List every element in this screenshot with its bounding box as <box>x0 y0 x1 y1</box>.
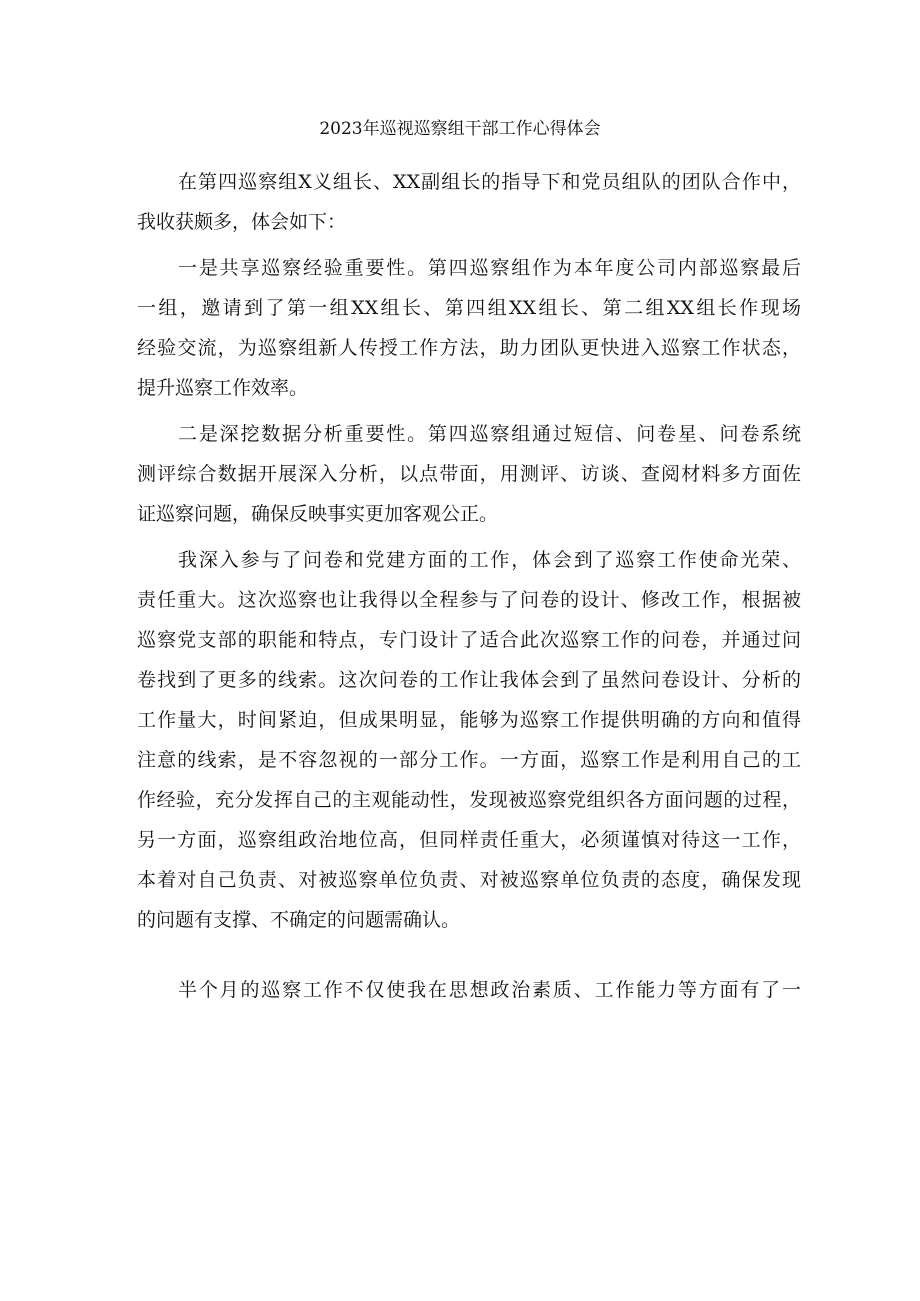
paragraph-conclusion <box>137 970 801 1010</box>
text-line: 的问题有支撑、不确定的问题需确认。 <box>137 909 461 931</box>
text-line: 测评综合数据开展深入分析，以点带面，用测评、访谈、查阅材料多方面佐 <box>137 463 801 485</box>
text-line: 我深入参与了问卷和党建方面的工作，体会到了巡察工作使命光荣、 <box>178 549 801 571</box>
text-line: 作经验，充分发挥自己的主观能动性，发现被巡察党组织各方面问题的过程， <box>137 789 801 811</box>
paragraph-intro <box>137 162 801 242</box>
text-line: 注意的线索，是不容忽视的一部分工作。一方面，巡察工作是利用自己的工 <box>137 749 801 771</box>
text-line: 工作量大，时间紧迫，但成果明显，能够为巡察工作提供明确的方向和值得 <box>137 709 801 731</box>
text-line: 另一方面，巡察组政治地位高，但同样责任重大，必须谨慎对待这一工作， <box>137 829 801 851</box>
text-line: 在第四巡察组X义组长、XX副组长的指导下和党员组队的团队合作中， <box>178 171 801 193</box>
text-line: 提升巡察工作效率。 <box>137 377 309 399</box>
paragraph-point-one <box>137 248 801 408</box>
document-body <box>137 162 801 1016</box>
text-line: 巡察党支部的职能和特点，专门设计了适合此次巡察工作的问卷，并通过问 <box>137 629 801 651</box>
paragraph-point-two <box>137 414 801 534</box>
text-line: 我收获颇多，体会如下： <box>137 211 347 233</box>
text-line: 半个月的巡察工作不仅使我在思想政治素质、工作能力等方面有了一 <box>178 979 801 1001</box>
text-line: 本着对自己负责、对被巡察单位负责、对被巡察单位负责的态度，确保发现 <box>137 869 801 891</box>
text-line: 责任重大。这次巡察也让我得以全程参与了问卷的设计、修改工作，根据被 <box>137 589 801 611</box>
text-line: 卷找到了更多的线索。这次问卷的工作让我体会到了虽然问卷设计、分析的 <box>137 669 801 691</box>
text-line: 二是深挖数据分析重要性。第四巡察组通过短信、问卷星、问卷系统 <box>178 423 801 445</box>
text-line: 证巡察问题，确保反映事实更加客观公正。 <box>137 503 499 525</box>
document-title: 2023年巡视巡察组干部工作心得体会 <box>319 119 601 139</box>
text-line: 经验交流，为巡察组新人传授工作方法，助力团队更快进入巡察工作状态， <box>137 337 801 359</box>
text-line: 一是共享巡察经验重要性。第四巡察组作为本年度公司内部巡察最后 <box>178 257 801 279</box>
paragraph-personal-experience <box>137 540 801 940</box>
text-line: 一组，邀请到了第一组XX组长、第四组XX组长、第二组XX组长作现场 <box>137 297 801 319</box>
